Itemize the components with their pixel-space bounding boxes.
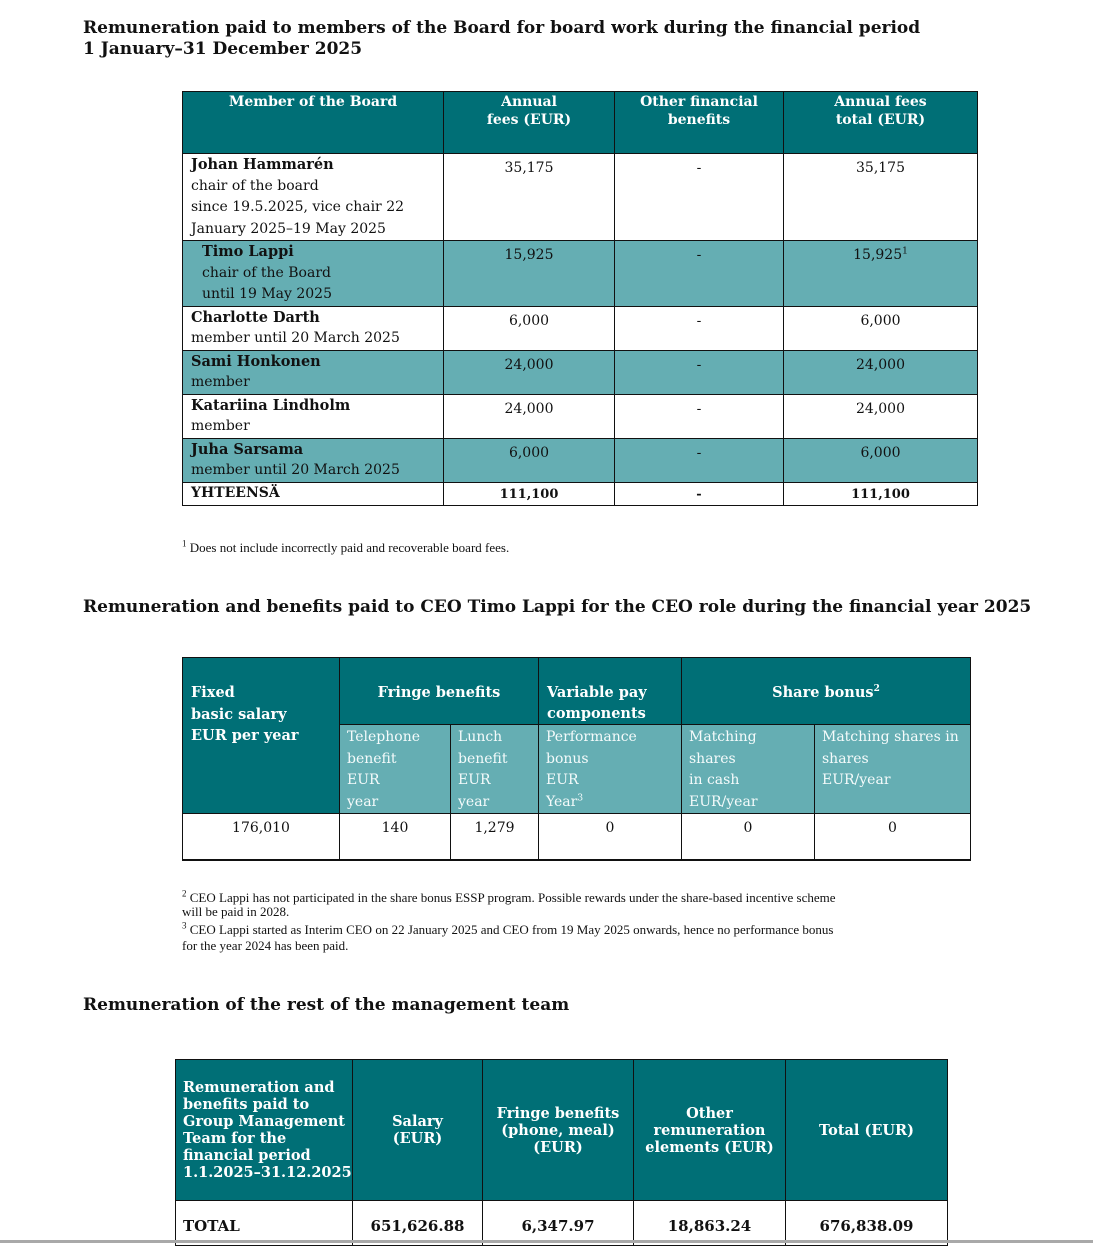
header-line (458, 792, 531, 814)
total-value: 6,000 (860, 444, 901, 461)
board-member-row (183, 154, 978, 241)
col-header-other-benefits (615, 92, 784, 154)
member-name-cell (183, 241, 444, 307)
header-line (458, 749, 531, 771)
header-line: Fixed (191, 684, 235, 701)
header-line (347, 727, 443, 749)
matching-shares-shares-value: 0 (815, 814, 971, 860)
col-header-fringe-benefits (483, 1060, 634, 1201)
header-line (347, 749, 443, 771)
footnote-mark: 2 (182, 888, 187, 899)
header-text: shares (822, 750, 869, 767)
member-role-line: member until 20 March 2025 (191, 462, 400, 478)
header-text: Matching shares (689, 729, 757, 767)
col-header-fringe-benefits: Fringe benefits (340, 658, 539, 725)
header-text: Telephone (347, 729, 421, 745)
annual-fees-cell: 6,000 (444, 306, 615, 350)
col-header-variable-pay (539, 658, 682, 725)
matching-shares-cash-value: 0 (682, 814, 815, 860)
annual-fees-total-cell (784, 438, 978, 482)
header-text: in cash (689, 772, 740, 788)
board-member-row (183, 241, 978, 307)
board-member-row (183, 394, 978, 438)
header-text: EUR/year (822, 772, 891, 788)
header-line: Fringe benefits (496, 1104, 620, 1122)
header-line (689, 770, 807, 792)
header-text: Matching shares in (822, 729, 959, 745)
annual-fees-total-cell (784, 350, 978, 394)
footnote-text: Does not include incorrectly paid and recoverable board fees. (189, 540, 510, 555)
member-role-line: member until 20 March 2025 (191, 330, 400, 346)
header-line (822, 749, 963, 771)
ceo-section-heading: Remuneration and benefits paid to CEO Timo Lappi for the CEO role during the financial year 2025 (83, 597, 1032, 617)
header-line (546, 749, 674, 771)
col-header-member: Member of the Board (183, 92, 444, 154)
header-line: components (547, 704, 646, 722)
board-remuneration-table (182, 91, 978, 506)
member-name-cell (183, 438, 444, 482)
board-member-row (183, 438, 978, 482)
header-text: year (458, 793, 490, 810)
member-name: Charlotte Darth (191, 308, 320, 326)
header-line (689, 727, 807, 770)
total-total: 676,838.09 (786, 1201, 948, 1246)
member-name: Sami Honkonen (191, 352, 321, 370)
header-line: (EUR) (392, 1130, 443, 1147)
member-name-cell (183, 306, 444, 350)
annual-fees-total-cell (784, 241, 978, 307)
header-line: elements (EUR) (645, 1138, 774, 1156)
col-header-fixed-salary (183, 658, 340, 814)
board-section-heading (83, 18, 920, 60)
header-line: Total (EUR) (819, 1121, 914, 1139)
col-header-matching-shares-shares (815, 725, 971, 814)
board-total-row (183, 482, 978, 505)
member-name-cell (183, 350, 444, 394)
col-header-share-bonus (682, 658, 971, 725)
other-benefits-cell: - (615, 241, 784, 307)
ceo-values-row (183, 814, 971, 860)
heading-line-1: Remuneration paid to members of the Board for board work during the financial period (83, 18, 921, 38)
annual-fees-cell: 6,000 (444, 438, 615, 482)
header-line: basic salary (191, 705, 287, 723)
header-text: Annual fees total (EUR) (834, 94, 927, 128)
header-line: Remuneration and (183, 1079, 335, 1096)
board-member-row (183, 350, 978, 394)
header-text: year (347, 793, 379, 810)
annual-fees-cell: 24,000 (444, 350, 615, 394)
member-role-line: since 19.5.2025, vice chair 22 (191, 199, 405, 215)
col-header-group-management (176, 1060, 353, 1201)
footnote-mark: 1 (182, 538, 187, 549)
telephone-benefit-value: 140 (340, 814, 451, 860)
member-role-line: January 2025–19 May 2025 (191, 220, 386, 237)
total-fringe: 6,347.97 (483, 1201, 634, 1246)
annual-fees-cell: 15,925 (444, 241, 615, 307)
ceo-footnote-2 (182, 888, 982, 919)
other-benefits-cell: - (615, 306, 784, 350)
footnote-text: will be paid in 2028. (182, 904, 290, 919)
footnote-mark: 2 (873, 684, 880, 695)
annual-fees-cell: 35,175 (444, 154, 615, 241)
member-role-line: chair of the board (191, 177, 319, 194)
header-text: Other financial benefits (640, 94, 758, 128)
annual-fees-total-cell (784, 154, 978, 241)
header-line: (EUR) (533, 1138, 583, 1156)
management-total-row (176, 1201, 948, 1246)
member-role-line: member (191, 418, 250, 434)
other-benefits-cell: - (615, 154, 784, 241)
header-line: Team for the (183, 1130, 287, 1147)
header-line (347, 792, 443, 814)
col-header-telephone-benefit (340, 725, 451, 814)
footnote-mark: 3 (182, 920, 187, 931)
footnote-mark: 1 (902, 246, 908, 257)
col-header-lunch-benefit (451, 725, 539, 814)
header-text: EUR/year (689, 793, 758, 810)
total-other: 18,863.24 (634, 1201, 786, 1246)
header-line (347, 770, 443, 792)
header-text: Lunch (458, 729, 503, 745)
member-name-cell (183, 154, 444, 241)
lunch-benefit-value: 1,279 (451, 814, 539, 860)
ceo-header-group-row (183, 658, 971, 725)
total-salary: 651,626.88 (353, 1201, 483, 1246)
header-text: EUR (546, 772, 579, 788)
header-text: EUR (458, 772, 491, 788)
total-value: 24,000 (856, 400, 905, 417)
header-line (822, 770, 963, 792)
header-text: Share bonus (772, 684, 874, 701)
header-line: EUR per year (191, 727, 299, 744)
annual-fees-total-cell (784, 394, 978, 438)
col-header-other-remuneration (634, 1060, 786, 1201)
header-line (546, 792, 674, 814)
performance-bonus-value: 0 (539, 814, 682, 860)
col-header-matching-shares-cash (682, 725, 815, 814)
col-header-salary (353, 1060, 483, 1201)
member-name: Timo Lappi (202, 243, 294, 260)
total-value: 15,925 (853, 247, 903, 263)
total-label: YHTEENSÄ (183, 482, 444, 505)
board-member-row (183, 306, 978, 350)
board-footnote (182, 538, 510, 555)
ceo-footnote-3 (182, 922, 982, 954)
member-name-cell (183, 394, 444, 438)
header-line: Variable pay (547, 684, 647, 701)
header-line (546, 770, 674, 792)
header-text: EUR (347, 772, 380, 788)
header-line (822, 727, 963, 749)
member-role-line: until 19 May 2025 (202, 286, 332, 302)
other-benefits-cell: - (615, 350, 784, 394)
annual-fees-total-cell (784, 306, 978, 350)
header-line: remuneration (653, 1121, 766, 1139)
total-label: TOTAL (176, 1201, 353, 1246)
footnote-text: CEO Lappi started as Interim CEO on 22 January 2025 and CEO from 19 May 2025 onwards, hence no performance bonus (189, 922, 834, 937)
header-text: Annual fees (EUR) (486, 94, 572, 128)
col-header-performance-bonus (539, 725, 682, 814)
heading-line-2: 1 January–31 December 2025 (83, 39, 363, 59)
total-value: 24,000 (856, 356, 905, 373)
header-line (689, 792, 807, 814)
header-line (458, 727, 531, 749)
header-line (458, 770, 531, 792)
header-line (546, 727, 674, 749)
footnote-text: CEO Lappi has not participated in the share bonus ESSP program. Possible rewards under the share-based incentive scheme (189, 890, 836, 905)
header-line: Salary (392, 1113, 443, 1130)
total-value: 6,000 (860, 312, 901, 329)
management-section-heading: Remuneration of the rest of the management team (83, 995, 570, 1015)
header-line: Group Management (183, 1113, 345, 1130)
header-text: benefit (458, 750, 508, 767)
member-name: Katariina Lindholm (191, 396, 351, 414)
total-annual-fees-cell: 111,100 (444, 482, 615, 505)
total-total-cell: 111,100 (784, 482, 978, 505)
member-name: Johan Hammarén (191, 156, 334, 173)
header-text: benefit (347, 750, 397, 767)
footnote-mark: 3 (577, 792, 584, 803)
header-line: financial period (183, 1147, 311, 1164)
header-line: 1.1.2025–31.12.2025 (183, 1164, 352, 1181)
ceo-remuneration-table (182, 657, 971, 861)
header-line: benefits paid to (183, 1096, 310, 1113)
total-value: 35,175 (856, 160, 905, 176)
annual-fees-cell: 24,000 (444, 394, 615, 438)
member-role-line: chair of the Board (202, 264, 331, 281)
header-line: (phone, meal) (501, 1121, 615, 1139)
header-text: bonus (546, 750, 589, 767)
member-name: Juha Sarsama (191, 440, 304, 458)
footnote-text: for the year 2024 has been paid. (182, 938, 349, 953)
total-other-benefits-cell: - (615, 482, 784, 505)
col-header-annual-fees (444, 92, 615, 154)
member-role-line: member (191, 374, 250, 390)
board-table-header-row (183, 92, 978, 154)
board-table-body (183, 154, 978, 506)
other-benefits-cell: - (615, 394, 784, 438)
col-header-total (786, 1060, 948, 1201)
header-line: Other (686, 1104, 733, 1122)
fixed-salary-value: 176,010 (183, 814, 340, 860)
header-text: Year (546, 793, 578, 810)
management-header-row (176, 1060, 948, 1201)
management-remuneration-table (175, 1059, 948, 1246)
header-text: Performance (546, 729, 637, 745)
other-benefits-cell: - (615, 438, 784, 482)
col-header-annual-fees-total (784, 92, 978, 154)
